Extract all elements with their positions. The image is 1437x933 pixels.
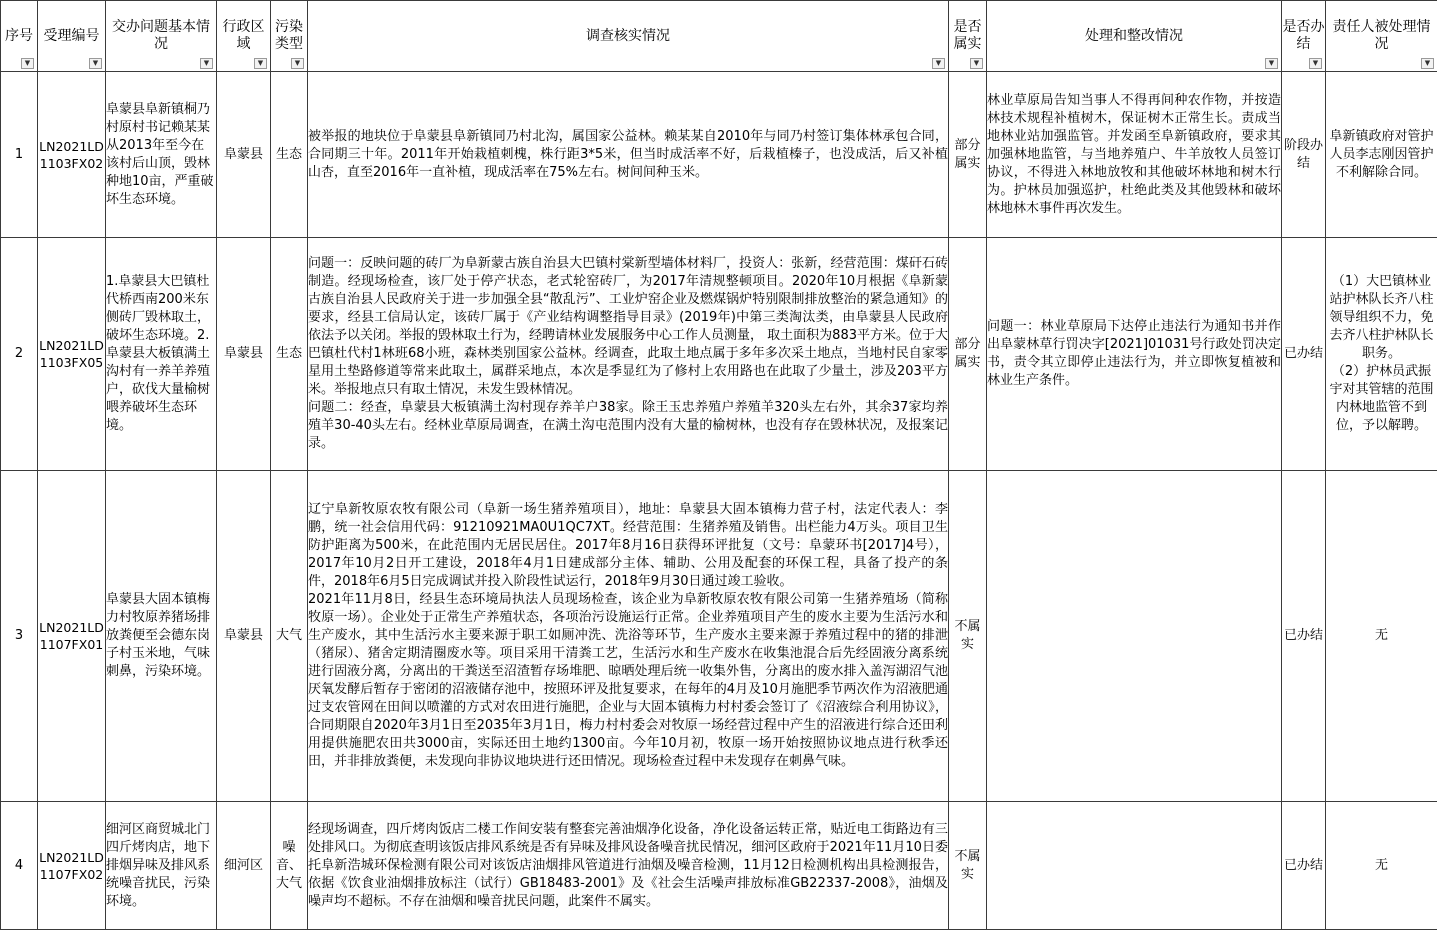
header-resp: 责任人被处理情况 ▼ — [1326, 1, 1437, 72]
cell-resp[interactable] — [1326, 802, 1437, 930]
header-done: 是否办结 ▼ — [1282, 1, 1326, 72]
cell-done[interactable]: 已办结 — [1282, 802, 1326, 930]
cell-ptype[interactable]: 生态 — [271, 72, 308, 238]
resp-paragraph: 无 — [1374, 628, 1388, 643]
filter-dropdown-icon[interactable]: ▼ — [970, 58, 983, 69]
cell-verify[interactable] — [308, 802, 949, 930]
resp-paragraph: 无 — [1374, 857, 1388, 873]
cell-fact[interactable]: 不属实 — [949, 471, 987, 802]
cell-ptype[interactable]: 噪音、大气 — [271, 802, 308, 930]
verify-paragraph: 问题一：反映问题的砖厂为阜新蒙古族自治县大巴镇村棠新型墙体材料厂，投资人：张新，经营范围：煤矸石砖制造。经现场检查，该厂处于停产状态，老式轮窑砖厂，为2017年清规整顿项目。2020年10月根据《阜新蒙古族自治县人民政府关于进一步加强全县“散乱污”、工业炉窑企业及燃煤锅炉特别限制排放整治的紧急通知》的要求，经县工信局认定，该砖厂属于《产业结构调整指导目录》(2019年)中第三类淘汰类，由阜蒙县人民政府依法予以关闭。举报的毁林取土行为，经聘请林业发展服务中心工作人员测量， 取土面积为883平方米。位于大巴镇杜代村1林班68小班，森林类别国家公益林。经调查，此取土地点属于多年多次采土地点，当地村民自家零星用土垫路修道等常来此取土，属群采地点，本次是季显红为了修村上农用路也在此取了少量土，涉及203平方米。举报地点只有取土情况，未发生毁林情况。 — [308, 256, 948, 397]
resp-paragraph: （1）大巴镇林业站护林队长齐八柱领导组织不力，免去齐八柱护林队长职务。 — [1329, 274, 1434, 361]
cell-verify[interactable] — [308, 238, 949, 471]
filter-dropdown-icon[interactable]: ▼ — [291, 58, 304, 69]
filter-dropdown-icon[interactable]: ▼ — [1421, 58, 1434, 69]
cell-fact[interactable]: 部分属实 — [949, 238, 987, 471]
filter-dropdown-icon[interactable]: ▼ — [254, 58, 267, 69]
header-code: 受理编号 ▼ — [38, 1, 106, 72]
cell-ptype[interactable]: 大气 — [271, 471, 308, 802]
cell-done[interactable]: 已办结 — [1282, 238, 1326, 471]
header-basic: 交办问题基本情况 ▼ — [106, 1, 217, 72]
cell-fact[interactable]: 部分属实 — [949, 72, 987, 238]
filter-dropdown-icon[interactable]: ▼ — [21, 58, 34, 69]
cell-done[interactable]: 已办结 — [1282, 471, 1326, 802]
header-row — [1, 1, 1437, 72]
filter-dropdown-icon[interactable]: ▼ — [1309, 58, 1322, 69]
cell-verify[interactable] — [308, 72, 949, 238]
cell-handle[interactable] — [987, 802, 1282, 930]
filter-dropdown-icon[interactable]: ▼ — [200, 58, 213, 69]
header-fact: 是否属实 ▼ — [949, 1, 987, 72]
cell-code[interactable]: LN2021LD1103FX05 — [38, 238, 106, 471]
table-row — [1, 72, 1437, 238]
resp-paragraph: （2）护林员武振宇对其管辖的范围内林地监管不到位，予以解聘。 — [1329, 364, 1434, 433]
cell-resp[interactable] — [1326, 72, 1437, 238]
cell-basic[interactable]: 阜蒙县大固本镇梅力村牧原养猪场排放粪便至会德东岗子村玉米地，气味刺鼻，污染环境。 — [106, 471, 217, 802]
cell-basic[interactable]: 阜蒙县阜新镇桐乃村原村书记赖某某从2013年至今在该村后山顶，毁林种地10亩，严重破坏生态环境。 — [106, 72, 217, 238]
cell-region[interactable]: 细河区 — [217, 802, 271, 930]
table-row — [1, 471, 1437, 802]
verify-paragraph: 被举报的地块位于阜蒙县阜新镇同乃村北沟，属国家公益林。赖某某自2010年与同乃村签订集体林承包合同，合同期三十年。2011年开始栽植刺槐，株行距3*5米，但当时成活率不好，后栽植榛子，也没成活，后又补植山杏，直至2016年一直补植，现成活率在75%左右。树间间种玉米。 — [308, 128, 948, 180]
cell-resp[interactable] — [1326, 238, 1437, 471]
verify-paragraph: 经现场调查，四斤烤肉饭店二楼工作间安装有整套完善油烟净化设备，净化设备运转正常，贴近电工街路边有三处排风口。为彻底查明该饭店排风系统是否有异味及排风设备噪音扰民情况，细河区政府于2021年11月10日委托阜新浩城环保检测有限公司对该饭店油烟排风管道进行油烟及噪音检测，11月12日检测机构出具检测报告，依据《饮食业油烟排放标注（试行）GB18483-2001》及《社会生活噪声排放标准GB22337-2008》，油烟及噪声均不超标。不存在油烟和噪音扰民问题，此案件不属实。 — [308, 821, 948, 909]
cell-seq[interactable]: 1 — [1, 72, 38, 238]
cell-region[interactable]: 阜蒙县 — [217, 72, 271, 238]
header-seq: 序号 ▼ — [1, 1, 38, 72]
table-row — [1, 238, 1437, 471]
verify-paragraph: 辽宁阜新牧原农牧有限公司（阜新一场生猪养殖项目），地址：阜蒙县大固本镇梅力营子村，法定代表人：李鹏，统一社会信用代码：91210921MA0U1QC7XT。经营范围：生猪养殖及销售。出栏能力4万头。项目卫生防护距离为500米，在此范围内无居民居住。2017年8月16日获得环评批复（文号：阜蒙环书[2017]4号），2017年10月2日开工建设，2018年4月1日建成部分主体、辅助、公用及配套的环保工程，具备了投产的条件，2018年6月5日完成调试并投入阶段性试运行，2018年9月30日通过竣工验收。 — [308, 502, 948, 589]
cell-fact[interactable]: 不属实 — [949, 802, 987, 930]
cell-ptype[interactable]: 生态 — [271, 238, 308, 471]
verify-paragraph: 2021年11月8日，经县生态环境局执法人员现场检查，该企业为阜新牧原农牧有限公司第一生猪养殖场（简称牧原一场）。企业处于正常生产养殖状态，各项治污设施运行正常。企业养殖项目产生的废水主要为生活污水和生产废水，其中生活污水主要来源于职工如厕冲洗、洗浴等环节，生产废水主要来源于养殖过程中的猪的排泄（猪尿）、猪舍定期清圈废水等。项目采用干清粪工艺，生活污水和生产废水在收集池混合后先经固液分离系统进行固液分离，分离出的干粪送至沼渣暂存场堆肥、晾晒处理后统一收集外售，分离出的废水排入盖泻湖沼气池厌氧发酵后暂存于密闭的沼液储存池中，按照环评及批复要求，在每年的4月及10月施肥季节两次作为沼液肥通过支农管网在田间以喷灌的方式对农田进行施肥，企业与大固本镇梅力村村委会签订了《沼液综合利用协议》，合同期限自2020年3月1日至2035年3月1日，梅力村村委会对牧原一场经营过程中产生的沼液进行综合还田利用提供施肥农田共3000亩，实际还田土地约1300亩。今年10月初，牧原一场开始按照协议地点进行秋季还田，并非排放粪便，未发现向非协议地块进行还田情况。现场检查过程中未发现存在刺鼻气味。 — [308, 592, 948, 769]
filter-dropdown-icon[interactable]: ▼ — [89, 58, 102, 69]
cell-handle[interactable]: 问题一：林业草原局下达停止违法行为通知书并作出阜蒙林草行罚决字[2021]01031号行政处罚决定书，责令其立即停止违法行为，并立即恢复植被和林业生产条件。 — [987, 238, 1282, 471]
filter-dropdown-icon[interactable]: ▼ — [932, 58, 945, 69]
header-handle: 处理和整改情况 ▼ — [987, 1, 1282, 72]
cell-basic[interactable]: 1.阜蒙县大巴镇杜代桥西南200米东侧砖厂毁林取土，破坏生态环境。2.阜蒙县大板镇满土沟村有一养羊养殖户，砍伐大量榆树喂养破坏生态环境。 — [106, 238, 217, 471]
cell-code[interactable]: LN2021LD1103FX02 — [38, 72, 106, 238]
cell-handle[interactable] — [987, 471, 1282, 802]
cell-region[interactable]: 阜蒙县 — [217, 471, 271, 802]
cell-code[interactable]: LN2021LD1107FX01 — [38, 471, 106, 802]
header-region: 行政区域 ▼ — [217, 1, 271, 72]
cell-seq[interactable]: 4 — [1, 802, 38, 930]
cell-basic[interactable]: 细河区商贸城北门四斤烤肉店，地下排烟异味及排风系统噪音扰民，污染环境。 — [106, 802, 217, 930]
resp-paragraph: 阜新镇政府对管护人员李志刚因管护不利解除合同。 — [1329, 128, 1434, 180]
cell-code[interactable]: LN2021LD1107FX02 — [38, 802, 106, 930]
cell-region[interactable]: 阜蒙县 — [217, 238, 271, 471]
cell-verify[interactable] — [308, 471, 949, 802]
header-verify: 调查核实情况 ▼ — [308, 1, 949, 72]
header-ptype: 污染类型 ▼ — [271, 1, 308, 72]
cell-handle[interactable]: 林业草原局告知当事人不得再间种农作物，并按造林技术规程补植树木，保证树木正常生长。责成当地林业站加强监管。并发函至阜新镇政府，要求其加强林地监管，与当地养殖户、牛羊放牧人员签订协议，不得进入林地放牧和其他破坏林地和树木行为。护林员加强巡护，杜绝此类及其他毁林和破坏林地林木事件再次发生。 — [987, 72, 1282, 238]
cell-seq[interactable]: 2 — [1, 238, 38, 471]
cell-resp[interactable] — [1326, 471, 1437, 802]
cell-seq[interactable]: 3 — [1, 471, 38, 802]
cell-done[interactable]: 阶段办结 — [1282, 72, 1326, 238]
table-row — [1, 802, 1437, 930]
verify-paragraph: 问题二：经查，阜蒙县大板镇满土沟村现存养羊户38家。除王玉忠养殖户养殖羊320头左右外，其余37家均养殖羊30-40头左右。经林业草原局调查，在满土沟屯范围内没有大量的榆树林，也没有存在毁林状况，及报案记录。 — [308, 400, 948, 451]
filter-dropdown-icon[interactable]: ▼ — [1265, 58, 1278, 69]
